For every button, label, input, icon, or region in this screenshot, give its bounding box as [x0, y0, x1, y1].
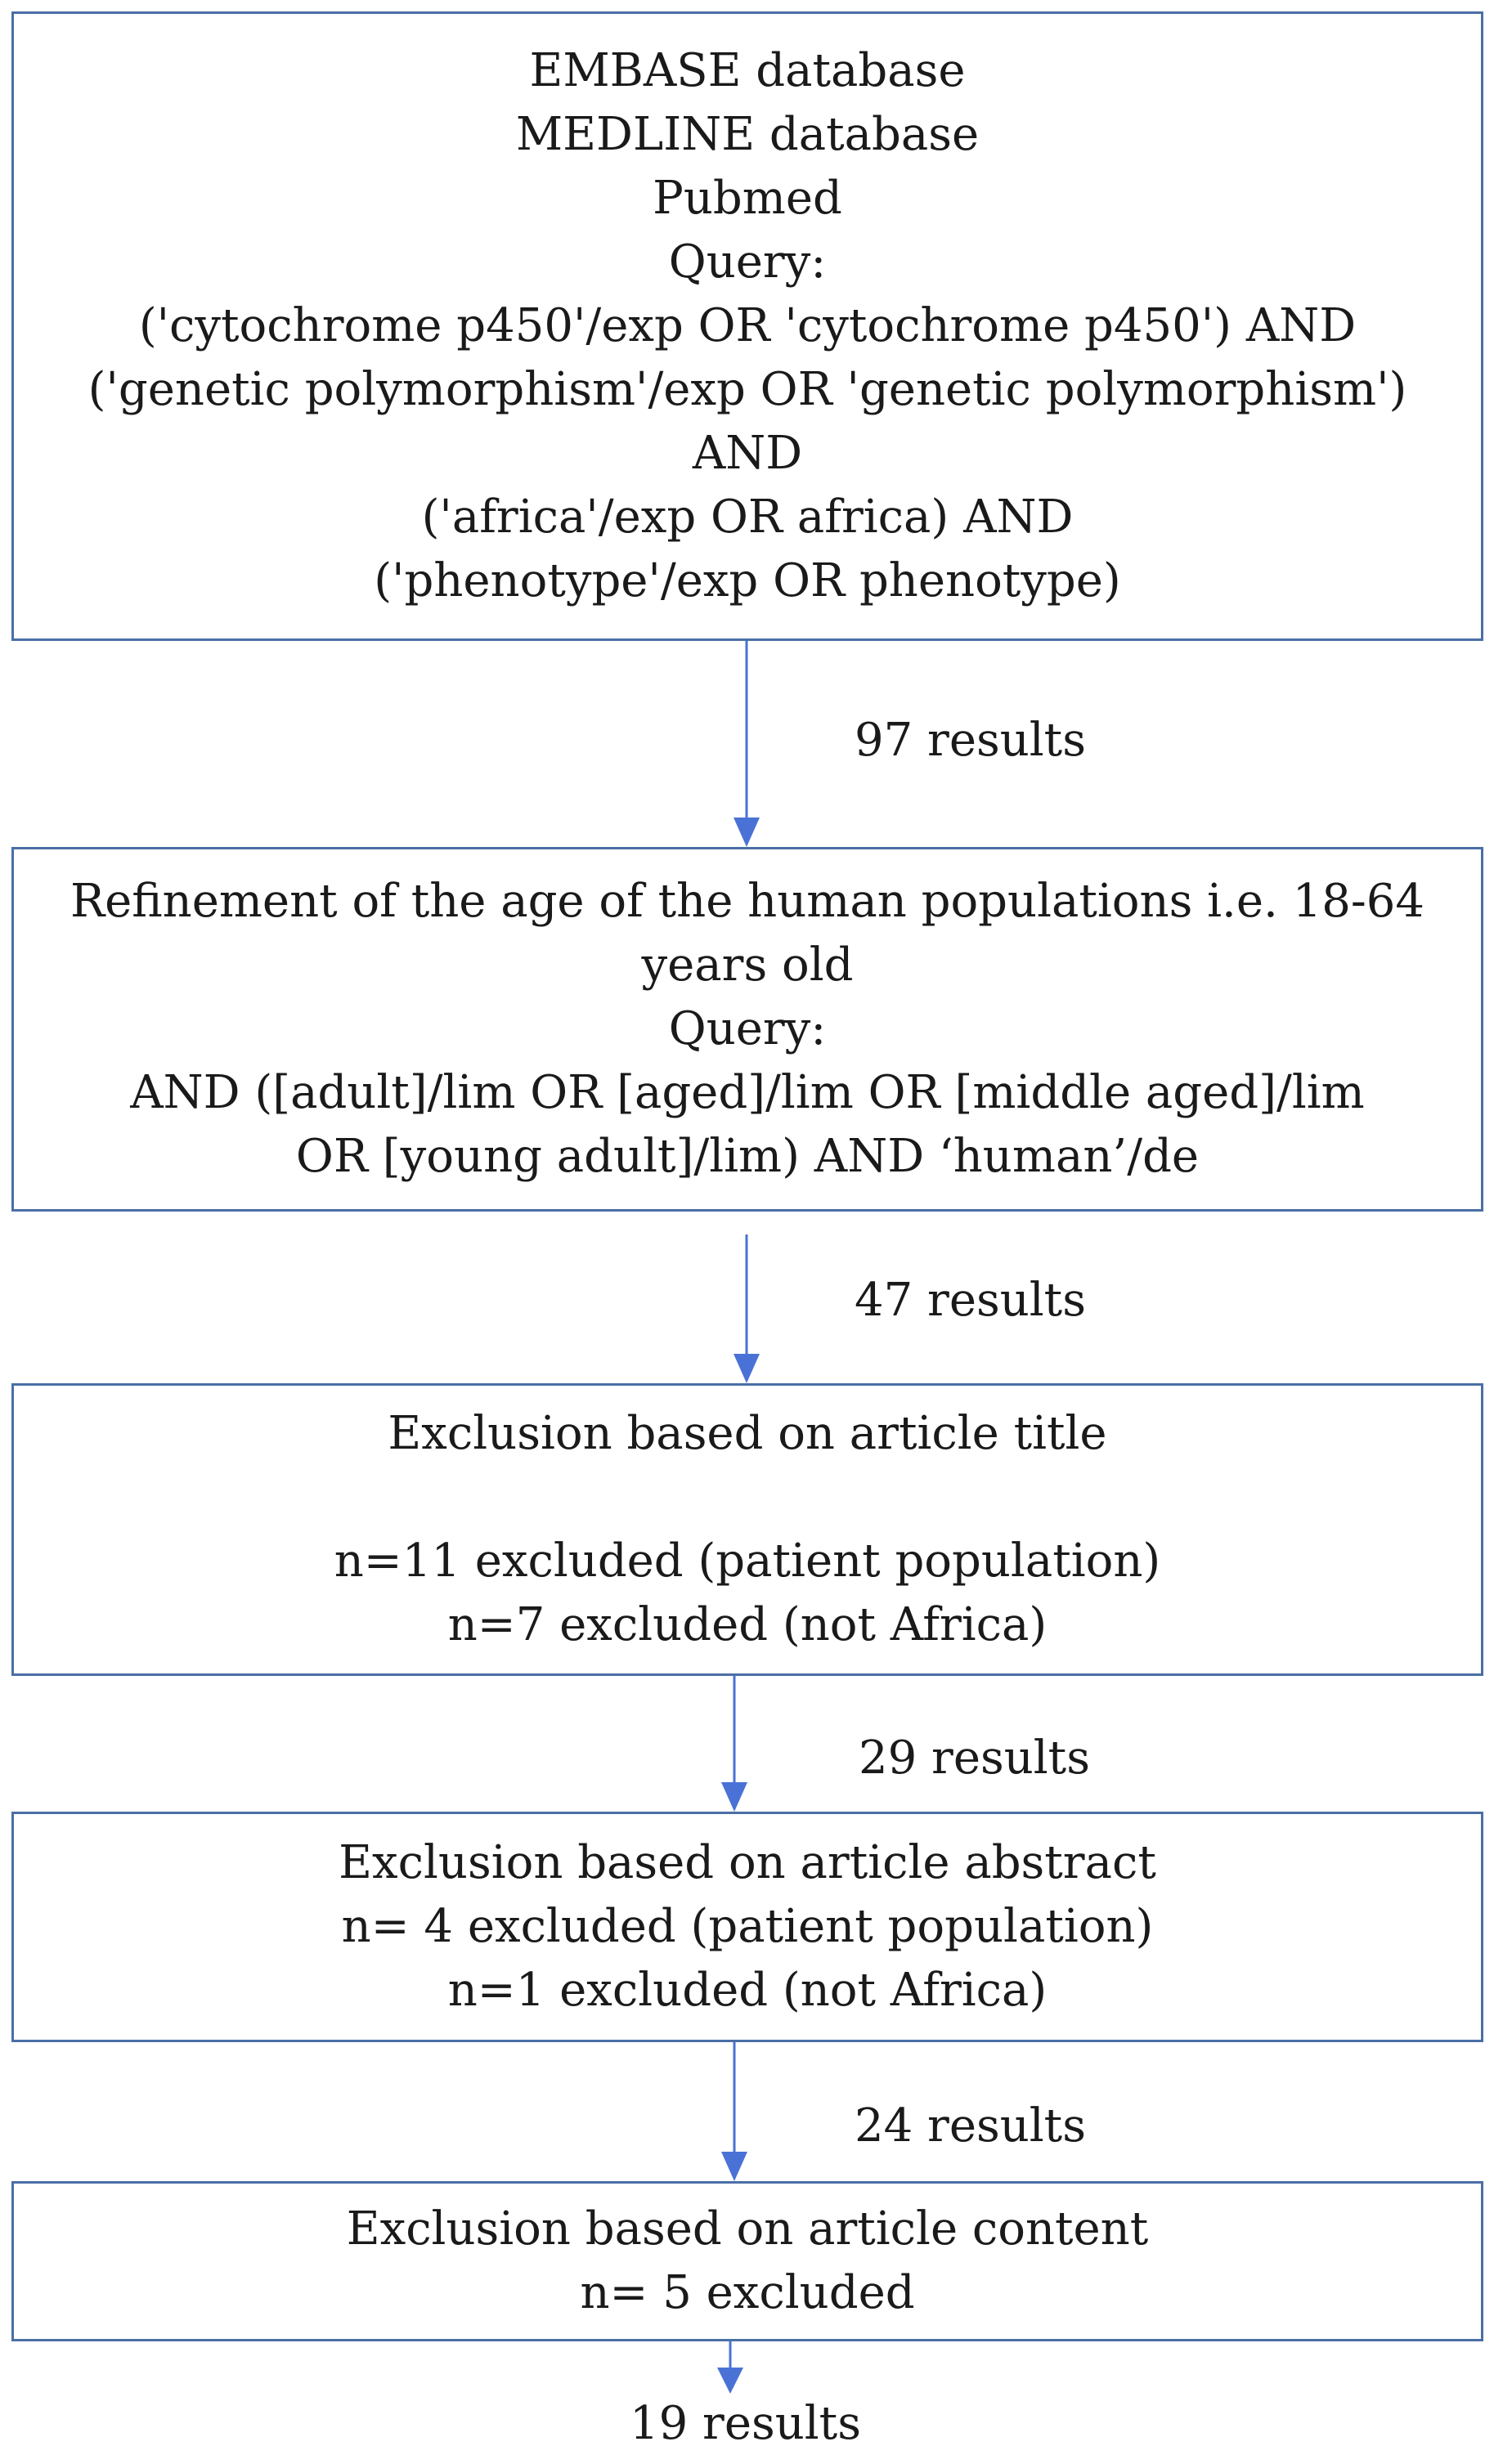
arrow-2: [734, 1234, 760, 1383]
box-line: EMBASE database: [529, 44, 966, 97]
box-line: MEDLINE database: [515, 108, 980, 161]
box-line: years old: [641, 939, 854, 992]
result-count-24: 24 results: [855, 2099, 1086, 2153]
arrow-1: [734, 641, 760, 847]
arrow-5: [717, 2341, 743, 2394]
box-line: Query:: [668, 1002, 827, 1055]
box-line: n= 5 excluded: [580, 2266, 915, 2319]
result-count-47: 47 results: [855, 1274, 1086, 1327]
result-count-29: 29 results: [859, 1732, 1090, 1785]
box-line: Exclusion based on article abstract: [339, 1836, 1156, 1889]
box-line: Refinement of the age of the human populations i.e. 18-64: [70, 875, 1425, 928]
box-line: ('cytochrome p450'/exp OR 'cytochrome p450') AND: [138, 299, 1357, 352]
box-line: Exclusion based on article title: [388, 1407, 1107, 1460]
result-count-19: 19 results: [630, 2397, 861, 2450]
box-line: ('africa'/exp OR africa) AND: [421, 491, 1074, 544]
box-line: ('phenotype'/exp OR phenotype): [374, 554, 1121, 607]
box-line: n= 4 excluded (patient population): [341, 1900, 1154, 1953]
arrow-3: [721, 1676, 747, 1812]
box-line: Pubmed: [653, 172, 842, 225]
box-line: n=7 excluded (not Africa): [447, 1598, 1048, 1651]
box-line: Query:: [668, 235, 827, 289]
arrow-4: [721, 2042, 747, 2181]
box-line: OR [young adult]/lim) AND ‘human’/de: [295, 1130, 1200, 1183]
result-count-97: 97 results: [855, 714, 1086, 767]
box-line: AND: [692, 427, 803, 480]
box-line: n=11 excluded (patient population): [334, 1534, 1161, 1588]
box-line: Exclusion based on article content: [346, 2202, 1149, 2256]
box-line: ('genetic polymorphism'/exp OR 'genetic polymorphism'): [87, 363, 1407, 416]
box-line: AND ([adult]/lim OR [aged]/lim OR [middle aged]/lim: [130, 1066, 1365, 1119]
box-line: n=1 excluded (not Africa): [447, 1964, 1048, 2017]
